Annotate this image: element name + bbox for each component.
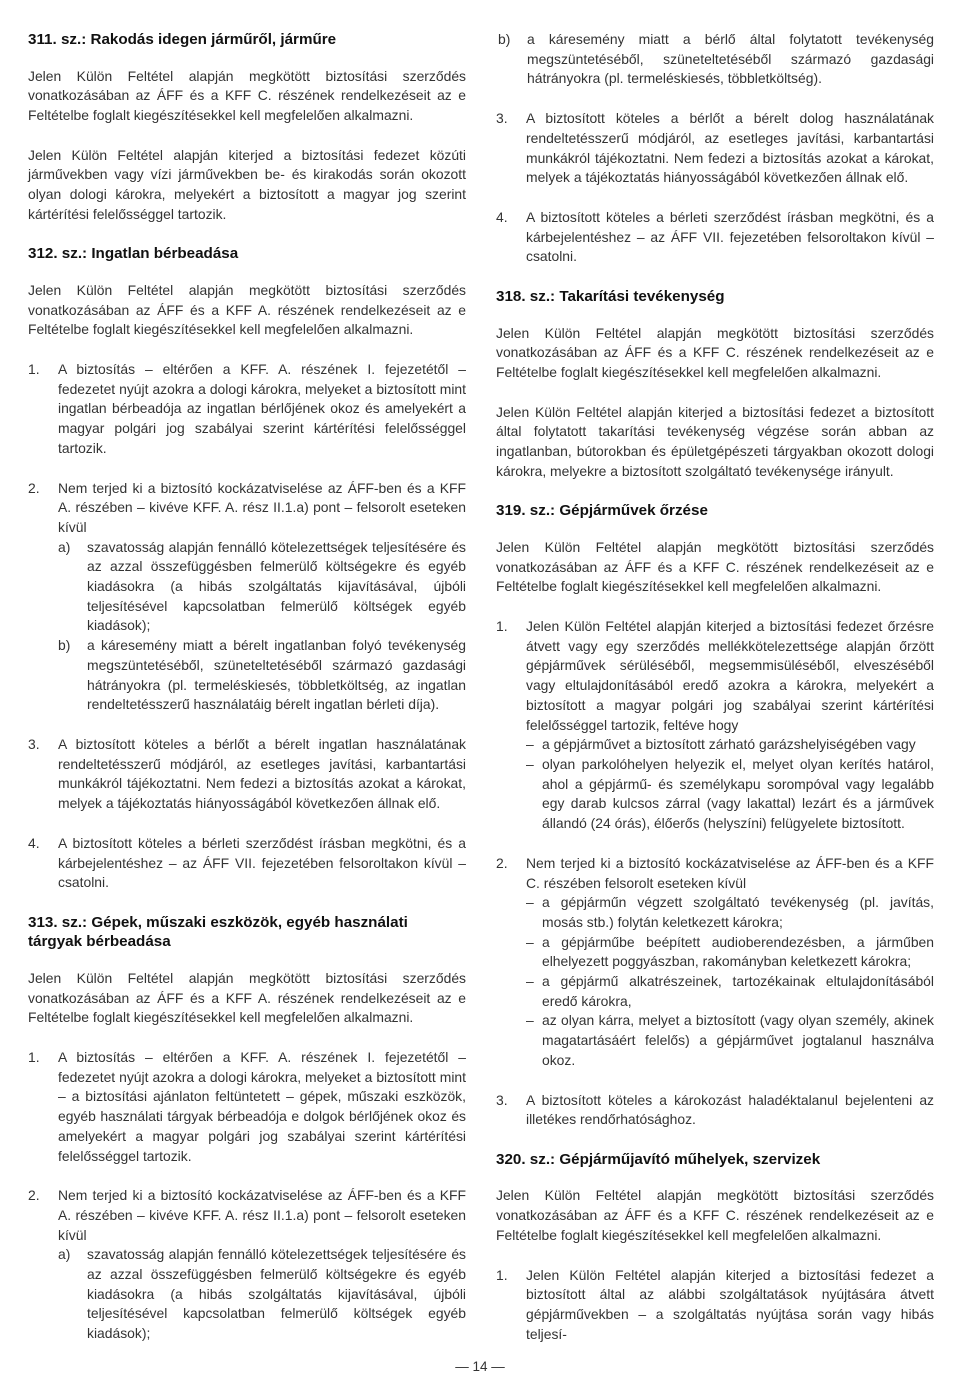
list-item — [28, 1186, 466, 1344]
list-item — [28, 735, 466, 814]
list-item — [496, 109, 934, 188]
list-item — [28, 479, 466, 715]
item-number: 1. — [28, 361, 40, 378]
paragraph: Jelen Külön Feltétel alapján megkötött biztosítási szerződés vonatkozásában az ÁFF és a KFF C. részének rendelkezéseit az e Feltételbe foglalt kiegészítésekkel kell megfelelően alkalmazni. — [496, 1187, 934, 1243]
dash-item — [526, 1011, 934, 1070]
section-title-319: 319. sz.: Gépjárművek őrzése — [496, 502, 708, 520]
item-text: A biztosítás – eltérően a KFF. A. részének I. fejezetétől – fedezetet nyújt azokra a dologi károkra, melyeket a biztosított mint ingatlan bérbeadója az ingatlan bérlőjének okoz és amelyekért a magyar polgári jog szabályai szerint kártérítési felelősséggel tartozik. — [58, 361, 466, 456]
sub-item-text: a káresemény miatt a bérelt ingatlanban folyó tevékenység megszüntetéséből, szüneteltetéséből származó gazdasági hátrányokra (pl. termeléskiesés, többletköltség, az ingatlan rendeltetésszerű használatáig bérelt ingatlan bérleti díja). — [87, 637, 466, 713]
sub-item-text: a káresemény miatt a bérlő által folytatott tevékenység megszüntetéséből, szüneteltetéséből származó gazdasági hátrányokra (pl. termeléskiesés, többletköltség). — [527, 31, 934, 87]
item-text: Nem terjed ki a biztosító kockázatviselése az ÁFF-ben és a KFF A. részében – kivéve KFF. A. rész II.1.a) pont – felsorolt eseteken kívül — [58, 1187, 466, 1243]
dash-marker: – — [526, 755, 534, 772]
item-text: A biztosított köteles a károkozást haladéktalanul bejelenteni az illetékes rendőrhatósághoz. — [526, 1091, 934, 1128]
list-item — [496, 854, 934, 1071]
paragraph: Jelen Külön Feltétel alapján kiterjed a biztosítási fedezet a biztosított által folytatott takarítási tevékenység végzése során abban az ingatlanban, bútorokban és épületgépészeti tárgyakban okozott dologi károkra, melyekre a biztosított szolgáltató tevékenysége irányult. — [496, 403, 934, 479]
item-text: A biztosítás – eltérően a KFF. A. részének I. fejezetétől – fedezetet nyújt azokra a dologi károkra, melyeket a biztosított mint – a biztosítási ajánlaton feltüntetett – gépek, műszaki eszközök, egyéb használati tárgyak bérbeadója e dolgok bérlőjének okoz és amelyekért a magyar polgári jog szabályai szerint kártérítési felelősséggel tartozik. — [58, 1049, 466, 1164]
dash-item-text: a gépjárműn végzett szolgáltató tevékenység (pl. javítás, mosás stb.) folytán keletkezett károkra; — [542, 894, 934, 930]
section-title-311: 311. sz.: Rakodás idegen járműről, járműre — [28, 31, 337, 48]
page-number: — 14 — — [455, 1359, 505, 1374]
left-column — [28, 30, 466, 1344]
list-item — [28, 1048, 466, 1166]
item-number: 1. — [496, 1266, 508, 1283]
dash-marker: – — [526, 933, 534, 950]
dash-item — [526, 972, 934, 1011]
item-number: 4. — [28, 834, 40, 851]
sub-item — [498, 30, 934, 89]
section-title-313: 313. sz.: Gépek, műszaki eszközök, egyéb használati tárgyak bérbeadása — [28, 913, 408, 951]
paragraph: Jelen Külön Feltétel alapján megkötött biztosítási szerződés vonatkozásában az ÁFF és a KFF C. részének rendelkezéseit az e Feltételbe foglalt kiegészítésekkel kell megfelelően alkalmazni. — [28, 67, 466, 123]
list-item — [496, 1266, 934, 1345]
dash-item — [526, 755, 934, 834]
sub-item — [58, 1245, 466, 1344]
dash-item-text: a gépjármű alkatrészeinek, tartozékainak eltulajdonításából eredő károkra, — [542, 973, 934, 1009]
item-number: 4. — [496, 208, 508, 225]
paragraph: Jelen Külön Feltétel alapján megkötött biztosítási szerződés vonatkozásában az ÁFF és a KFF C. részének rendelkezéseit az e Feltételbe foglalt kiegészítésekkel kell megfelelően alkalmazni. — [496, 324, 934, 380]
item-number: 3. — [496, 1091, 508, 1108]
dash-item — [526, 893, 934, 932]
dash-marker: – — [526, 894, 534, 911]
item-number: 2. — [28, 479, 40, 496]
sub-item — [58, 538, 466, 637]
sub-item-label: a) — [58, 1246, 71, 1263]
list-item — [496, 1091, 934, 1130]
item-number: 1. — [496, 618, 508, 635]
dash-item-text: a gépjárművet a biztosított zárható garázshelyiségében vagy — [542, 736, 916, 753]
sub-item-text: szavatosság alapján fennálló kötelezettségek teljesítésére és az azzal összefüggésben felmerülő költségekre és egyéb kiadásokra (a hibás szolgáltatás kijavításával, újbóli teljesítésével kapcsolatban felmerülő költségek egyéb kiadások); — [87, 538, 466, 634]
sub-item-text: szavatosság alapján fennálló kötelezettségek teljesítésére és az azzal összefüggésben felmerülő költségekre és egyéb kiadásokra (a hibás szolgáltatás kijavításával, újbóli teljesítésével kapcsolatban felmerülő költségek egyéb kiadások); — [87, 1246, 466, 1342]
dash-item-text: olyan parkolóhelyen helyezik el, melyet olyan kerítés határol, ahol a gépjármű- és személykapu sorompóval vagy legalább egy darab kulcsos zárral (vagy lakattal) lezárt és a járművek állandó (24 órás), élőerős (helyszíni) felügyelete biztosított. — [542, 755, 934, 832]
item-number: 3. — [496, 110, 508, 127]
paragraph: Jelen Külön Feltétel alapján megkötött biztosítási szerződés vonatkozásában az ÁFF és a KFF A. részének rendelkezéseit az e Feltételbe foglalt kiegészítésekkel kell megfelelően alkalmazni. — [28, 281, 466, 338]
section-title-312: 312. sz.: Ingatlan bérbeadása — [28, 245, 239, 263]
item-text: A biztosított köteles a bérlőt a bérelt dolog használatának rendeltetésszerű módjáról, az esetleges javítási, karbantartási munkákról tájékoztatni. Nem fedezi a biztosítás azokat a károkat, melyek a tájékoztatás hiányosságából következően állnak elő. — [526, 110, 934, 186]
item-number: 3. — [28, 735, 40, 752]
item-number: 2. — [28, 1187, 40, 1204]
dash-marker: – — [526, 1012, 534, 1029]
paragraph: Jelen Külön Feltétel alapján megkötött biztosítási szerződés vonatkozásában az ÁFF és a KFF A. részének rendelkezéseit az e Feltételbe foglalt kiegészítésekkel kell megfelelően alkalmazni. — [28, 969, 466, 1026]
paragraph: Jelen Külön Feltétel alapján kiterjed a biztosítási fedezet közúti járművekben vagy vízi járművekben be- és kirakodás során okozott olyan dologi károkra, melyekért a biztosított a magyar jog szerint kártérítési felelősséggel tartozik. — [28, 146, 466, 222]
item-text: Jelen Külön Feltétel alapján kiterjed a biztosítási fedezet őrzésre átvett vagy egy szerződés mellékkötelezettsége alapján őrzött gépjárművek sérüléséből, megsemmisüléséből, elveszéséből vagy eltulajdonításából eredő azokra a károkra, melyekért a biztosított a magyar polgári jog szabályai szerint kártérítési felelősséggel tartozik, feltéve hogy — [526, 618, 934, 733]
item-text: Jelen Külön Feltétel alapján kiterjed a biztosítási fedezet a biztosított által az alábbi szolgáltatások nyújtására átvett gépjárművekben – a szolgáltatás nyújtása során vagy hibás teljesí- — [526, 1266, 934, 1342]
item-number: 1. — [28, 1049, 40, 1066]
dash-item-text: a gépjárműbe beépített audioberendezésben, a járműben elhelyezett poggyászban, rakományban keletkezett károkra; — [542, 933, 934, 970]
list-item — [496, 617, 934, 834]
section-title-318: 318. sz.: Takarítási tevékenység — [496, 288, 725, 306]
sub-item-label: b) — [58, 637, 71, 654]
dash-item — [526, 933, 934, 972]
sub-item-label: b) — [498, 31, 511, 47]
dash-marker: – — [526, 736, 534, 753]
list-item — [28, 360, 466, 459]
dash-item — [526, 735, 934, 755]
item-text: A biztosított köteles a bérleti szerződést írásban megkötni, és a kárbejelentéshez – az ÁFF VII. fejezetében felsoroltakon kívül – csatolni. — [58, 834, 466, 891]
list-item — [496, 208, 934, 267]
section-title-320: 320. sz.: Gépjárműjavító műhelyek, szervizek — [496, 1150, 821, 1168]
sub-item — [58, 636, 466, 715]
list-item — [28, 834, 466, 893]
item-text: A biztosított köteles a bérleti szerződést írásban megkötni, és a kárbejelentéshez – az ÁFF VII. fejezetében felsoroltakon kívül – csatolni. — [526, 208, 934, 265]
paragraph: Jelen Külön Feltétel alapján megkötött biztosítási szerződés vonatkozásában az ÁFF és a KFF C. részének rendelkezéseit az e Feltételbe foglalt kiegészítésekkel kell megfelelően alkalmazni. — [496, 538, 934, 595]
item-text: Nem terjed ki a biztosító kockázatviselése az ÁFF-ben és a KFF C. részében felsorolt eseteken kívül — [526, 854, 934, 891]
right-column — [496, 30, 934, 1344]
item-text: Nem terjed ki a biztosító kockázatviselése az ÁFF-ben és a KFF A. részében – kivéve KFF. A. rész II.1.a) pont – felsorolt eseteken kívül — [58, 479, 466, 535]
item-number: 2. — [496, 854, 508, 871]
dash-marker: – — [526, 973, 534, 990]
dash-item-text: az olyan kárra, melyet a biztosított (vagy olyan személy, akinek magatartásáért felelős) a gépjárművet jogtalanul használva okoz. — [542, 1012, 934, 1068]
sub-item-label: a) — [58, 538, 71, 555]
item-text: A biztosított köteles a bérlőt a bérelt ingatlan használatának rendeltetésszerű módjáról, az esetleges javítási, karbantartási munkákról tájékoztatni. Nem fedezi a biztosítás azokat a károkat, melyek a tájékoztatás hiányosságából következően állnak elő. — [58, 735, 466, 812]
